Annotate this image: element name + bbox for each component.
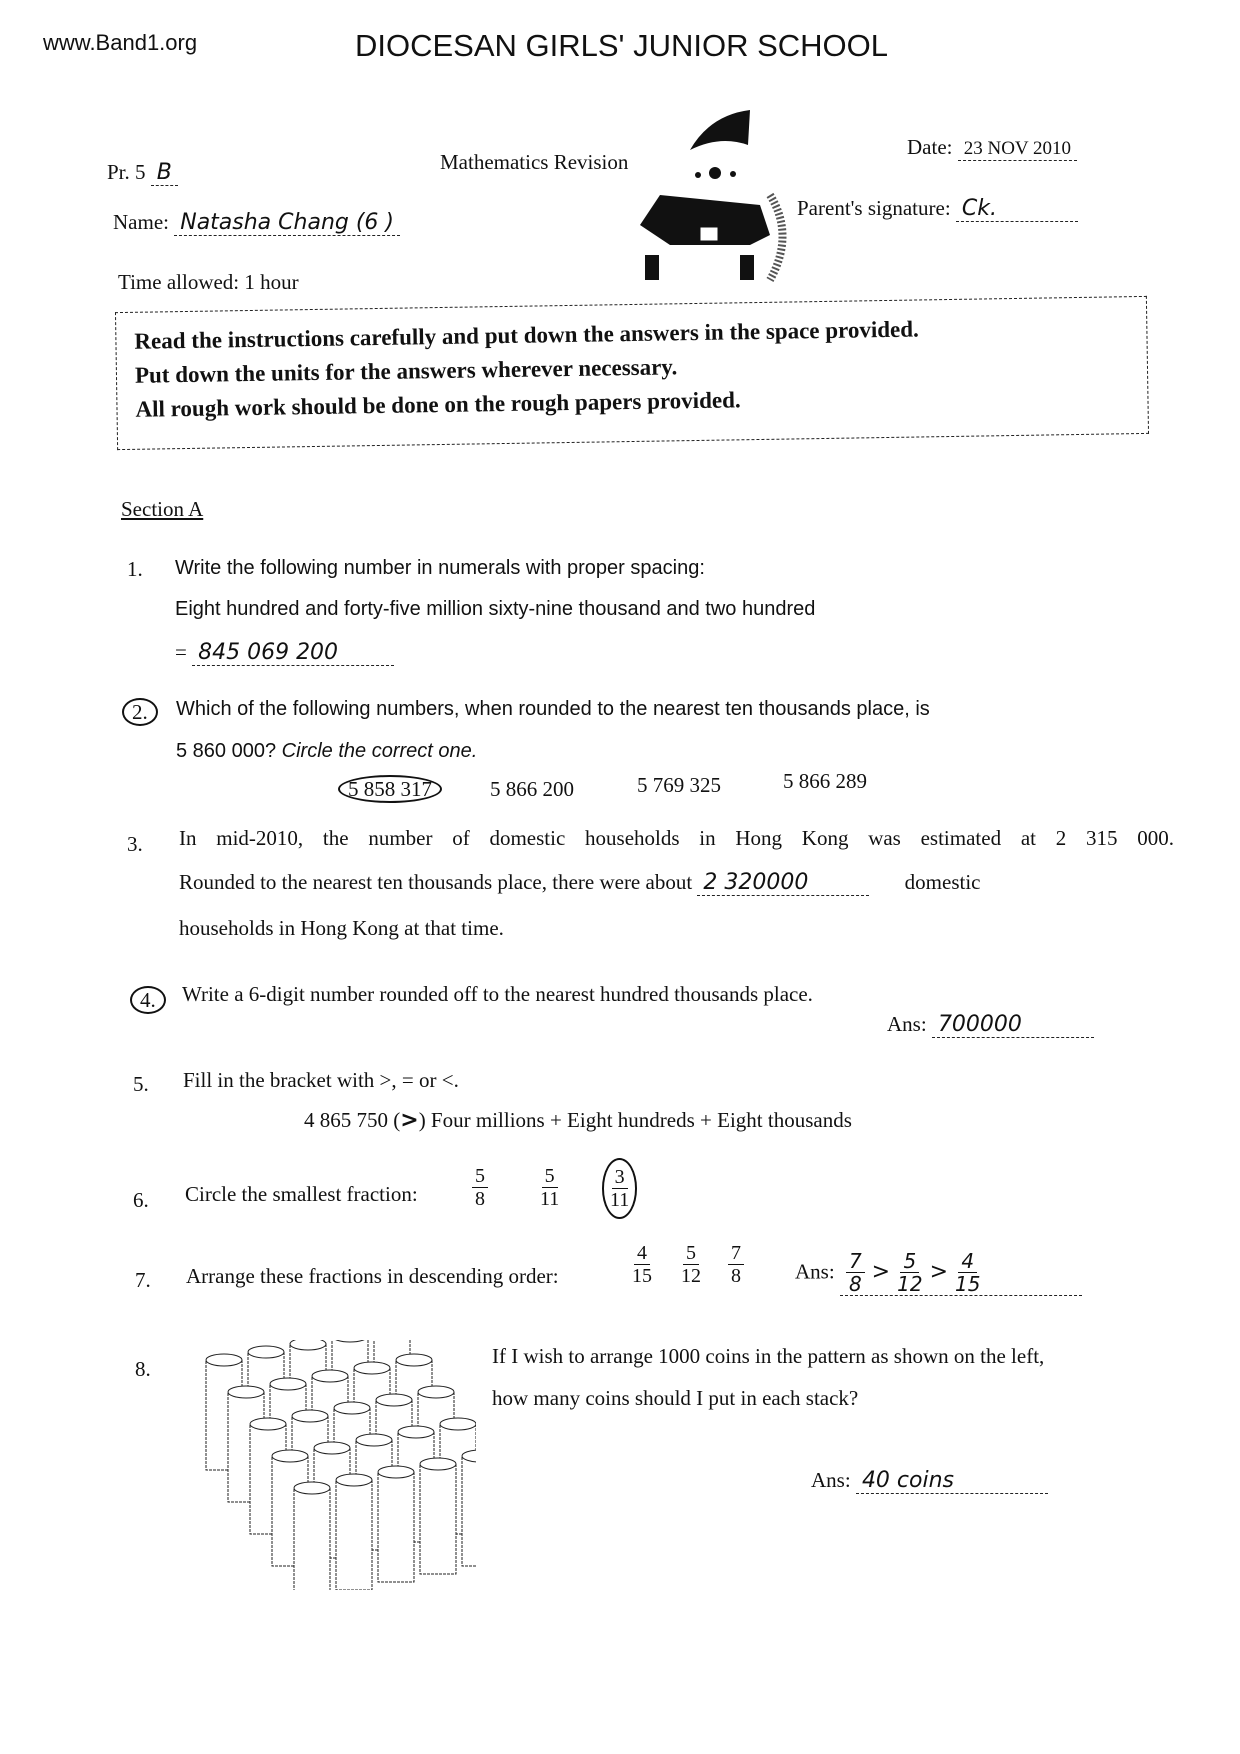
q8-number: 8.: [135, 1357, 151, 1381]
q4-number: 4.: [130, 988, 166, 1013]
q4-text: Write a 6-digit number rounded off to the nearest hundred thousands place.: [182, 982, 813, 1006]
q5-text: Fill in the bracket with >, = or <.: [183, 1068, 459, 1092]
q2-number: 2.: [122, 700, 158, 725]
q5-number: 5.: [133, 1072, 149, 1096]
q1-number: 1.: [127, 557, 143, 581]
time-allowed: Time allowed: 1 hour: [118, 270, 299, 294]
instruction-line: Put down the units for the answers wherever necessary.: [134, 354, 678, 388]
q1-answer-field: = 845 069 200: [175, 640, 394, 666]
q2-option-circled: 5 858 317: [338, 777, 442, 802]
instructions-box: [115, 296, 1149, 450]
q6-number: 6.: [133, 1188, 149, 1212]
coin-stack: [420, 1458, 456, 1574]
q2-option: 5 769 325: [637, 773, 721, 797]
section-heading: Section A: [121, 497, 204, 521]
q7-fraction: $\frac{4}{15}$: [632, 1242, 652, 1287]
q6-fraction-circled[interactable]: $\frac{3}{11}$: [602, 1158, 637, 1219]
q7-fraction: $\frac{7}{8}$: [728, 1242, 744, 1287]
coin-stack: [294, 1482, 330, 1590]
instruction-line: Read the instructions carefully and put down the answers in the space provided.: [134, 316, 919, 354]
name-field: Name: Natasha Chang (6 ): [113, 210, 400, 236]
q2-text: Which of the following numbers, when rounded to the nearest ten thousands place, is: [176, 698, 930, 720]
q2-option: 5 866 289: [783, 769, 867, 793]
q1-text-2: Eight hundred and forty-five million sixty-nine thousand and two hundred: [175, 598, 816, 620]
coin-stacks-illustration: [186, 1340, 476, 1590]
q3-text-3: households in Hong Kong at that time.: [179, 916, 504, 940]
q5-expression: 4 865 750 (>) Four millions + Eight hundreds + Eight thousands: [304, 1108, 852, 1133]
q7-text: Arrange these fractions in descending order:: [186, 1264, 559, 1288]
subject-title: Mathematics Revision: [440, 150, 629, 174]
q2-option: 5 866 200: [490, 777, 574, 801]
website-watermark: www.Band1.org: [43, 30, 198, 55]
coin-stack: [462, 1450, 476, 1566]
q7-answer-field: Ans: $\frac{7}{8}$ > $\frac{5}{12}$ > $\frac{4}{15}$: [795, 1250, 1082, 1296]
q7-fraction: $\frac{5}{12}$: [681, 1242, 701, 1287]
date-field: Date: 23 NOV 2010: [907, 135, 1077, 161]
q8-text-2: how many coins should I put in each stack?: [492, 1386, 859, 1410]
q8-text: If I wish to arrange 1000 coins in the pattern as shown on the left,: [492, 1344, 1045, 1368]
q3-number: 3.: [127, 832, 143, 856]
q6-text: Circle the smallest fraction:: [185, 1182, 418, 1206]
q3-text-2: Rounded to the nearest ten thousands place, there were about 2 320000 domestic: [179, 870, 981, 895]
q8-answer-field: Ans: 40 coins: [811, 1468, 1048, 1494]
q3-text: In mid-2010, the number of domestic households in Hong Kong was estimated at 2 315 000.: [179, 826, 1174, 850]
q7-number: 7.: [135, 1268, 151, 1292]
santa-clipart: [630, 105, 790, 285]
q1-text: Write the following number in numerals with proper spacing:: [175, 557, 705, 579]
parent-signature-field: Parent's signature: Ck.: [797, 196, 1078, 222]
q4-answer-field: Ans: 700000: [887, 1012, 1094, 1038]
school-title: DIOCESAN GIRLS' JUNIOR SCHOOL: [355, 28, 889, 63]
coin-stack: [336, 1474, 372, 1590]
instruction-line: All rough work should be done on the rough papers provided.: [135, 387, 741, 422]
q6-fraction[interactable]: $\frac{5}{11}$: [540, 1165, 560, 1210]
q6-fraction[interactable]: $\frac{5}{8}$: [472, 1165, 488, 1210]
coin-stack: [378, 1466, 414, 1582]
q2-text-2: 5 860 000? Circle the correct one.: [176, 740, 478, 762]
class-field: Pr. 5 B: [107, 160, 178, 186]
